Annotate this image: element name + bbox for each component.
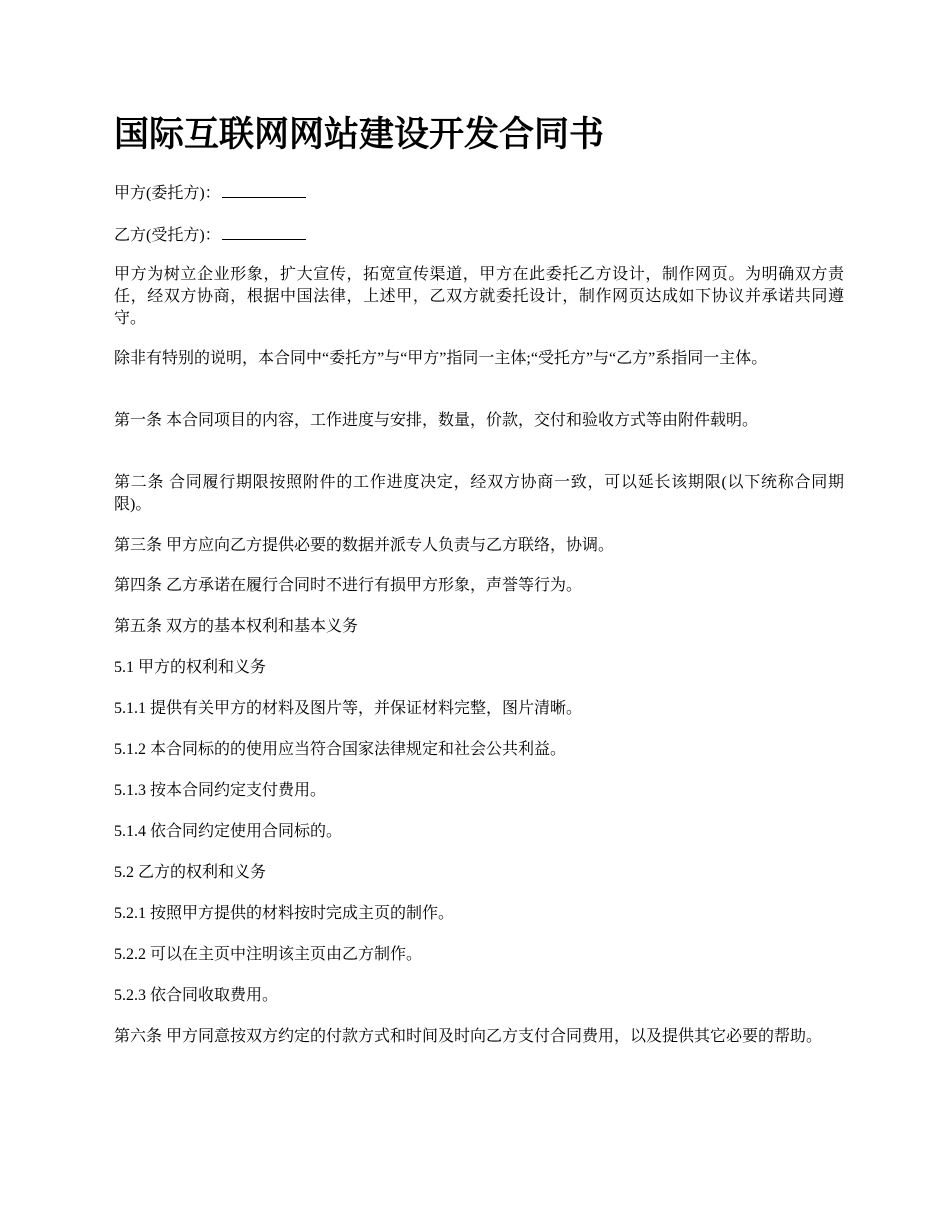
- party-a-blank: [222, 181, 306, 198]
- article-1-paragraph: 第一条 本合同项目的内容，工作进度与安排，数量，价款，交付和验收方式等由附件载明。: [114, 412, 759, 429]
- party-b-line: [114, 223, 844, 247]
- section-5-1-heading: 5.1 甲方的权利和义务: [114, 659, 267, 676]
- party-a-line: [114, 181, 844, 205]
- article-3-paragraph: 第三条 甲方应向乙方提供必要的数据并派专人负责与乙方联络，协调。: [114, 537, 615, 554]
- clause-5-1-2: 5.1.2 本合同标的的使用应当符合国家法律规定和社会公共利益。: [114, 741, 567, 758]
- clause-5-1-1: 5.1.1 提供有关甲方的材料及图片等，并保证材料完整，图片清晰。: [114, 700, 583, 717]
- article-2-paragraph: 第二条 合同履行期限按照附件的工作进度决定，经双方协商一致，可以延长该期限(以下统称合同期限)。: [114, 474, 844, 513]
- clause-5-1-4: 5.1.4 依合同约定使用合同标的。: [114, 823, 343, 840]
- clause-5-2-2: 5.2.2 可以在主页中注明该主页由乙方制作。: [114, 946, 423, 963]
- intro-paragraph: 甲方为树立企业形象，扩大宣传，拓宽宣传渠道，甲方在此委托乙方设计，制作网页。为明确双方责任，经双方协商，根据中国法律，上述甲，乙双方就委托设计，制作网页达成如下协议并承诺共同遵守。: [114, 266, 844, 327]
- party-b-blank: [222, 223, 306, 240]
- article-4-paragraph: 第四条 乙方承诺在履行合同时不进行有损甲方形象，声誉等行为。: [114, 577, 583, 594]
- article-6-paragraph: 第六条 甲方同意按双方约定的付款方式和时间及时向乙方支付合同费用，以及提供其它必要的帮助。: [114, 1028, 823, 1045]
- clause-5-2-3: 5.2.3 依合同收取费用。: [114, 987, 279, 1004]
- article-5-heading: 第五条 双方的基本权利和基本义务: [114, 618, 359, 635]
- party-b-label: 乙方(受托方)：: [114, 227, 221, 244]
- document-title: 国际互联网网站建设开发合同书: [114, 115, 605, 155]
- clause-5-2-1: 5.2.1 按照甲方提供的材料按时完成主页的制作。: [114, 905, 455, 922]
- section-5-2-heading: 5.2 乙方的权利和义务: [114, 864, 267, 881]
- party-a-label: 甲方(委托方)：: [114, 185, 221, 202]
- clause-5-1-3: 5.1.3 按本合同约定支付费用。: [114, 782, 327, 799]
- definition-paragraph: 除非有特别的说明，本合同中“委托方”与“甲方”指同一主体;“受托方”与“乙方”系指同一主体。: [114, 350, 768, 367]
